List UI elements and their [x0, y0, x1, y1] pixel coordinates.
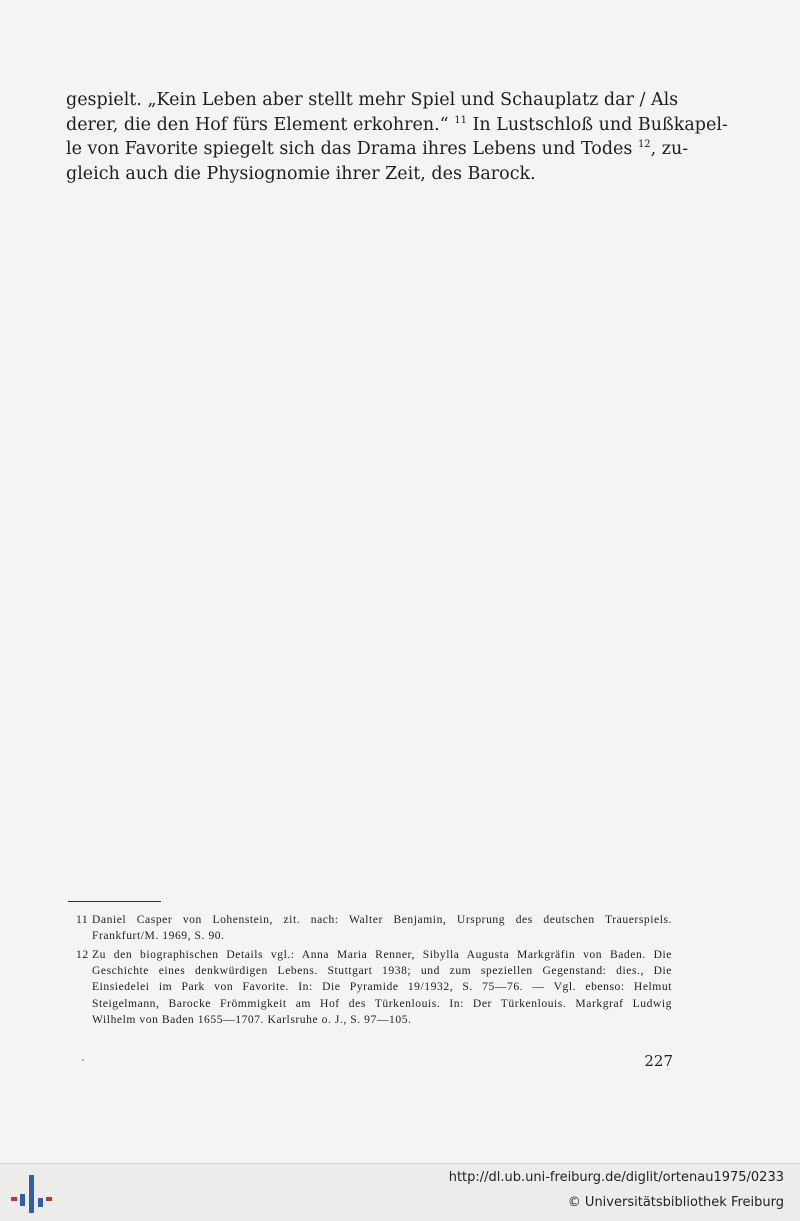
body-line: derer, die den Hof fürs Element erkohren.“ $^{11}$ In Lustschloß und Bußkapel- [66, 114, 728, 135]
footnote-11 [76, 912, 672, 944]
logo-bar-blue-mid [20, 1194, 25, 1206]
logo-bar-red-left [11, 1197, 17, 1201]
footnote-12 [76, 947, 672, 1028]
footnote-text: Daniel Casper von Lohenstein, zit. nach: Walter Benjamin, Ursprung des deutschen Trauerspiels. Frankfurt/M. 1969, S. 90. [92, 913, 672, 943]
footnote-number: 12 [76, 948, 89, 961]
footnote-text: Zu den biographischen Details vgl.: Anna Maria Renner, Sibylla Augusta Markgräfin von Baden. Die Geschichte eines denkwürdigen Lebens. Stuttgart 1938; und zum speziellen Gegenstand: dies., Die Einsiedelei im Park von Favorite. In: Die Pyramide 19/1932, S. 75—76. — Vgl. ebenso: Helmut Steigelmann, Barocke Frömmigkeit am Hof des Türkenlouis. In: Der Türkenlouis. Markgraf Ludwig Wilhelm von Baden 1655—1707. Karlsruhe o. J., S. 97—105. [92, 948, 672, 1026]
body-line: gleich auch die Physiognomie ihrer Zeit, des Barock. [66, 163, 536, 184]
footnote-ref-11[interactable]: 11 [454, 114, 467, 126]
viewer-footer [0, 1163, 800, 1221]
footnote-number: 11 [76, 913, 89, 926]
page-number: 227 [644, 1052, 673, 1070]
permalink-url[interactable]: http://dl.ub.uni-freiburg.de/diglit/ortenau1975/0233 [448, 1170, 784, 1185]
logo-bar-red-right [46, 1197, 52, 1201]
logo-bar-blue-short [38, 1198, 43, 1207]
logo-bar-blue-tall [29, 1175, 34, 1213]
footnote-ref-12[interactable]: 12 [637, 139, 651, 150]
ub-freiburg-logo-icon[interactable] [10, 1174, 52, 1214]
footnote-separator [68, 901, 161, 902]
body-line: gespielt. „Kein Leben aber stellt mehr Spiel und Schauplatz dar / Als [66, 90, 679, 110]
body-paragraph [66, 88, 728, 186]
body-line: le von Favorite spiegelt sich das Drama ihres Lebens und Todes $^{12}$, zu- [66, 139, 689, 159]
copyright-notice: © Universitätsbibliothek Freiburg [567, 1195, 784, 1210]
scan-speck [82, 1059, 84, 1061]
